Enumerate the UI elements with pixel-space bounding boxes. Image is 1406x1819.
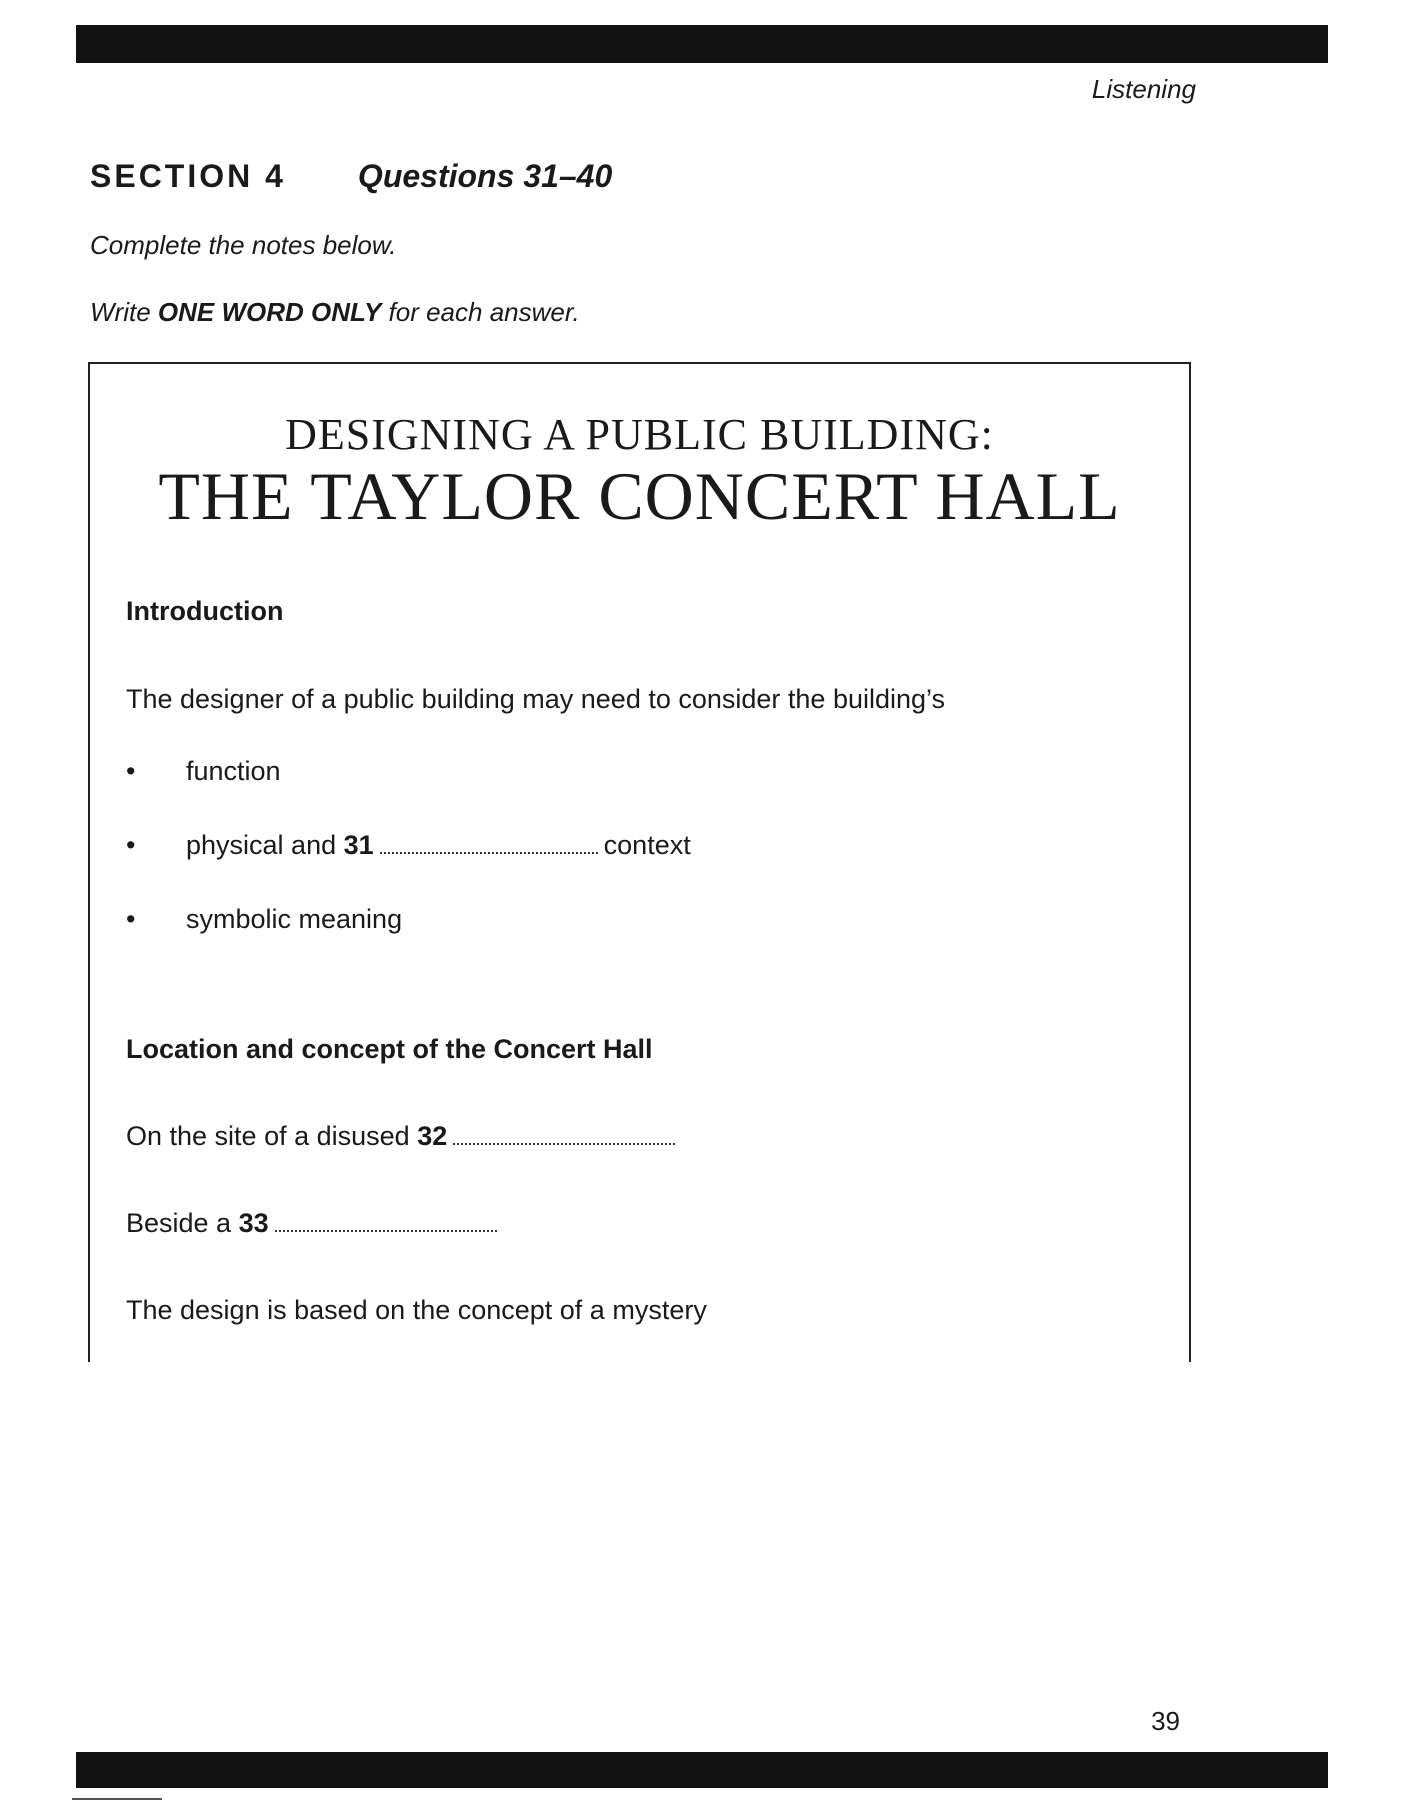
bullet-text-suffix: context (603, 830, 691, 860)
section-label: SECTION 4 (90, 158, 286, 194)
bullet-item (126, 830, 691, 861)
section-heading (90, 158, 612, 195)
questions-range: Questions 31–40 (357, 158, 613, 194)
answer-blank-31[interactable] (380, 832, 598, 854)
location-line-prefix: Beside a (126, 1208, 239, 1238)
instruction-complete-notes: Complete the notes below. (90, 230, 397, 260)
bottom-border-bar (76, 1752, 1328, 1788)
answer-blank-33[interactable] (275, 1210, 497, 1232)
page-number: 39 (1151, 1706, 1180, 1736)
location-design-concept: The design is based on the concept of a mystery (126, 1295, 707, 1325)
bullet-text: symbolic meaning (186, 904, 403, 934)
bullet-icon: • (126, 756, 136, 786)
bullet-icon: • (126, 830, 136, 860)
question-number-33: 33 (238, 1208, 269, 1238)
question-number-31: 31 (343, 830, 374, 860)
word-limit-emphasis: ONE WORD ONLY (157, 297, 382, 327)
location-line-32 (126, 1121, 681, 1152)
notes-title-line2: THE TAYLOR CONCERT HALL (158, 458, 1121, 534)
bullet-item (126, 904, 402, 935)
bullet-icon: • (126, 904, 136, 934)
instruction-prefix: Write (90, 297, 158, 327)
location-heading: Location and concept of the Concert Hall (126, 1034, 653, 1064)
bullet-item (126, 756, 281, 787)
location-line-prefix: On the site of a disused (126, 1121, 418, 1151)
bullet-text-prefix: physical and (186, 830, 344, 860)
answer-blank-32[interactable] (453, 1123, 675, 1145)
top-border-bar (76, 25, 1328, 63)
instruction-word-limit (90, 297, 580, 328)
notes-title-line1: DESIGNING A PUBLIC BUILDING: (285, 410, 994, 459)
location-line-33 (126, 1208, 503, 1239)
bullet-text: function (186, 756, 281, 786)
bottom-rule (72, 1798, 162, 1800)
instruction-suffix: for each answer. (381, 297, 580, 327)
notes-box (88, 362, 1191, 1362)
question-number-32: 32 (417, 1121, 448, 1151)
introduction-text: The designer of a public building may need to consider the building’s (126, 684, 946, 714)
running-head: Listening (1091, 74, 1196, 104)
introduction-heading: Introduction (126, 596, 284, 626)
